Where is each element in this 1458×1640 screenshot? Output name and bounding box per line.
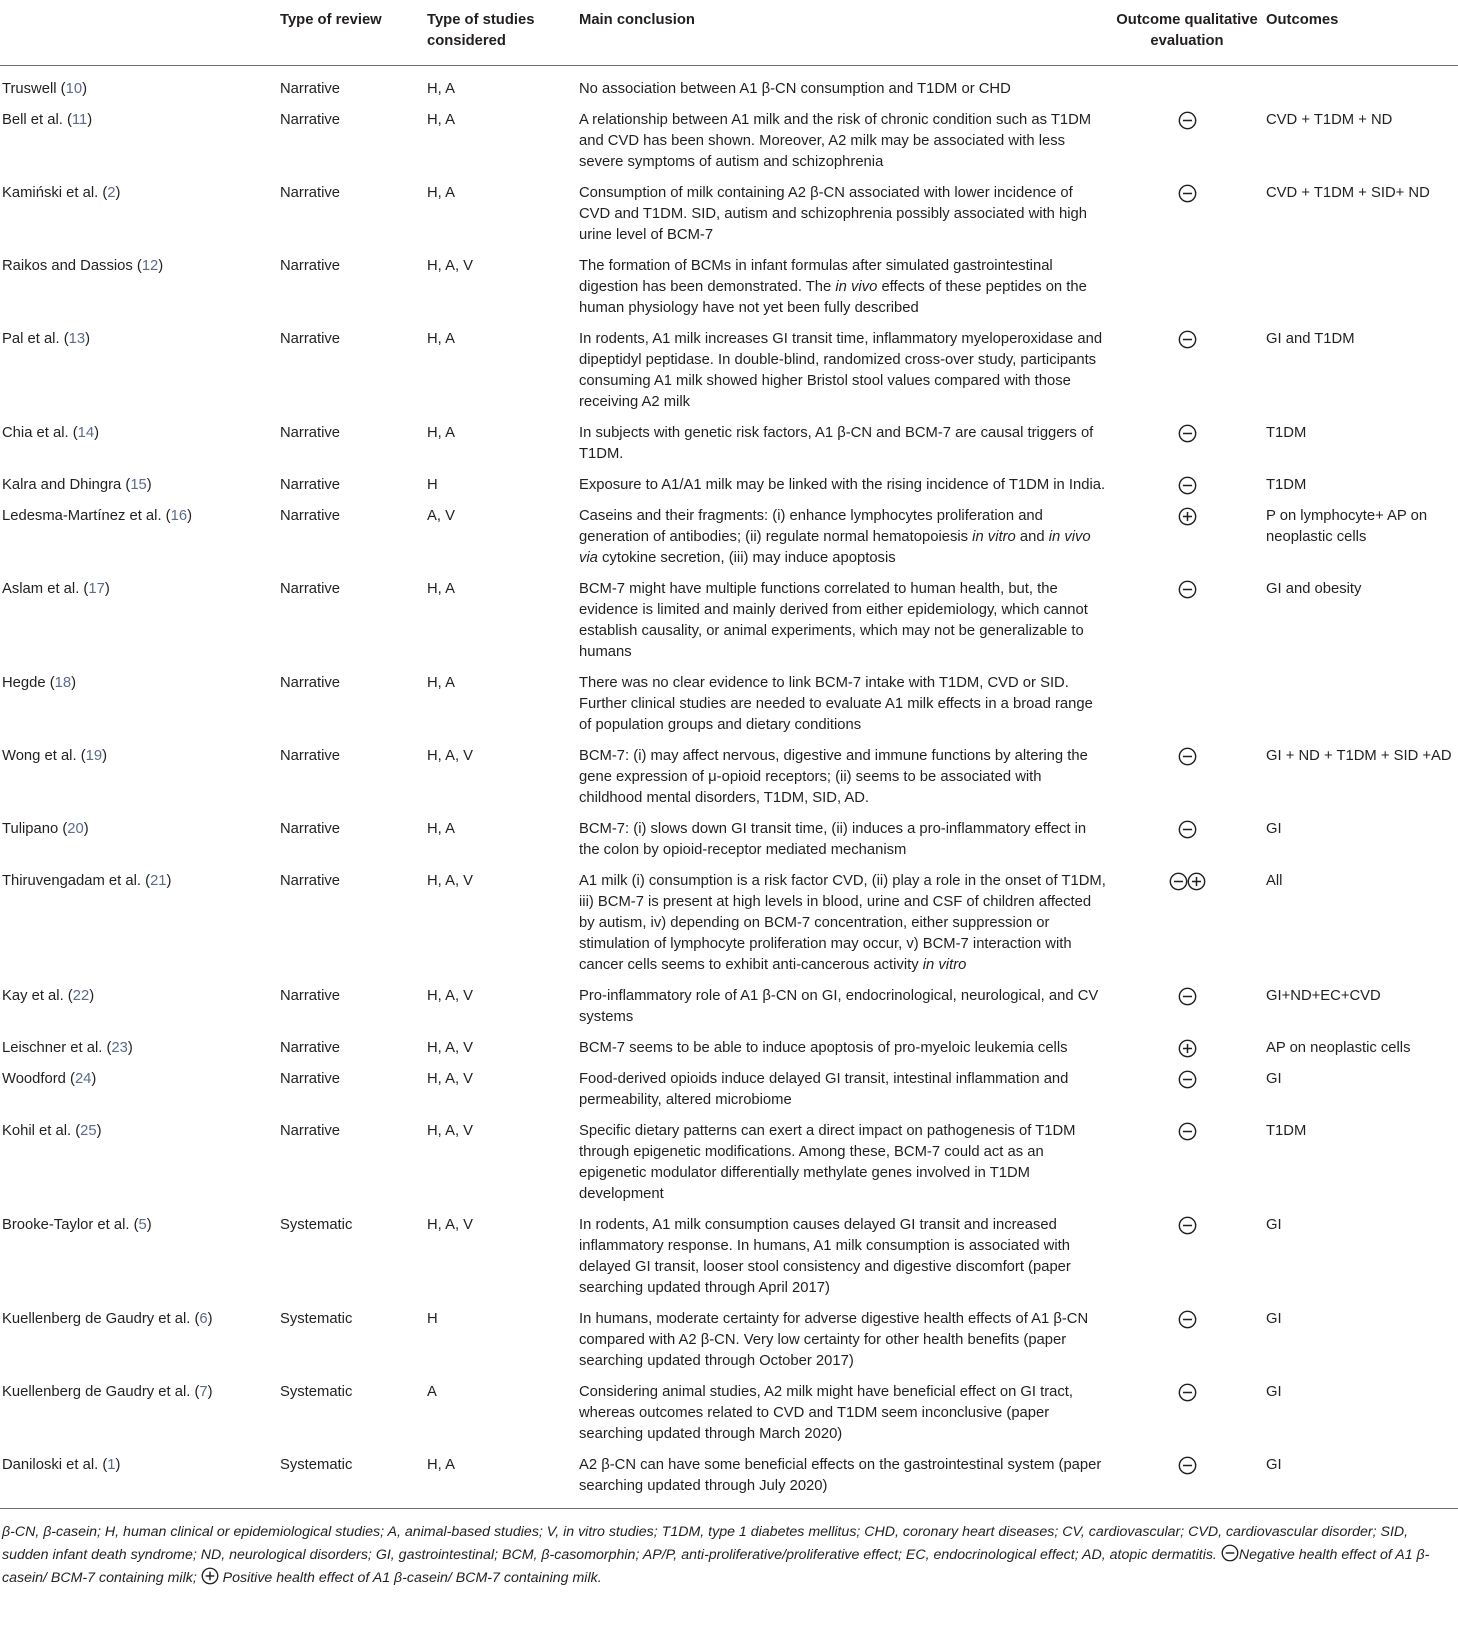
- conclusion-cell: No association between A1 β-CN consumption and T1DM or CHD: [579, 81, 1011, 97]
- table-row: [0, 741, 1458, 814]
- evaluation-cell: [1112, 1377, 1262, 1450]
- evaluation-cell: [1112, 1033, 1262, 1064]
- header-conclusion: Main conclusion: [575, 0, 1112, 66]
- evaluation-cell: [1112, 1450, 1262, 1509]
- evaluation-cell: [1112, 1210, 1262, 1304]
- minus-circle-icon: [1178, 747, 1197, 766]
- evaluation-cell: [1112, 470, 1262, 501]
- review-type-cell: Narrative: [280, 331, 341, 347]
- conclusion-cell: Food-derived opioids induce delayed GI transit, intestinal inflammation and permeability, altered microbiome: [579, 1071, 1069, 1108]
- conclusion-cell: In subjects with genetic risk factors, A1 β-CN and BCM-7 are causal triggers of T1DM.: [579, 425, 1094, 462]
- author-cell: Kamiński et al. (2): [2, 185, 121, 201]
- header-author: [0, 0, 276, 66]
- minus-circle-icon: [1178, 330, 1197, 349]
- review-type-cell: Narrative: [280, 1040, 341, 1056]
- author-cell: Leischner et al. (23): [2, 1040, 133, 1056]
- outcomes-cell: P on lymphocyte+ AP on neoplastic cells: [1266, 508, 1428, 545]
- minus-circle-icon: [1178, 1122, 1197, 1141]
- header-evaluation: Outcome qualitative evaluation: [1112, 0, 1262, 66]
- table-row: [0, 1304, 1458, 1377]
- author-name: Kuellenberg de Gaudry et al.: [2, 1384, 191, 1400]
- reference-link[interactable]: 23: [111, 1040, 128, 1056]
- header-row: [0, 0, 1458, 66]
- author-name: Thiruvengadam et al.: [2, 873, 142, 889]
- table-row: [0, 668, 1458, 741]
- conclusion-cell: Pro-inflammatory role of A1 β-CN on GI, endocrinological, neurological, and CV systems: [579, 988, 1099, 1025]
- studies-cell: H, A: [427, 581, 455, 597]
- studies-cell: H, A, V: [427, 1217, 474, 1233]
- studies-cell: H, A: [423, 1450, 575, 1509]
- review-type-cell: Narrative: [280, 581, 341, 597]
- outcomes-cell: GI: [1266, 1311, 1282, 1327]
- italic-term: in vivo: [835, 279, 878, 295]
- conclusion-cell: BCM-7 might have multiple functions correlated to human health, but, the evidence is limited and mainly derived from either epidemiology, which cannot establish causality, or animal experiments, which may not be generalizable to humans: [579, 581, 1088, 660]
- reference-link[interactable]: 19: [85, 748, 103, 764]
- author-name: Aslam et al.: [2, 581, 80, 597]
- table-row: [0, 418, 1458, 470]
- reference-link[interactable]: 17: [88, 581, 105, 597]
- author-name: Woodford: [2, 1071, 66, 1087]
- plus-circle-icon: [1178, 1039, 1197, 1058]
- author-cell: Thiruvengadam et al. (21): [2, 873, 172, 889]
- conclusion-cell: In humans, moderate certainty for adverse digestive health effects of A1 β-CN compared with A2 β-CN. Very low certainty for other health benefits (paper searching updated through October 2017): [579, 1311, 1089, 1369]
- outcomes-cell: T1DM: [1266, 477, 1307, 493]
- author-cell: Raikos and Dassios (12): [2, 258, 164, 274]
- table-body: [0, 66, 1458, 1509]
- reference-link[interactable]: 20: [67, 821, 84, 837]
- table-row: [0, 1033, 1458, 1064]
- table-row: [0, 1210, 1458, 1304]
- outcomes-cell: [1262, 251, 1458, 324]
- review-type-cell: Systematic: [280, 1311, 353, 1327]
- minus-circle-icon: [1169, 872, 1188, 891]
- outcomes-cell: GI+ND+EC+CVD: [1266, 988, 1381, 1004]
- review-type-cell: Narrative: [280, 508, 341, 524]
- author-name: Hegde: [2, 675, 46, 691]
- author-cell: Kuellenberg de Gaudry et al. (6): [2, 1311, 213, 1327]
- author-cell: Woodford (24): [2, 1071, 97, 1087]
- header-outcomes: Outcomes: [1262, 0, 1458, 66]
- evaluation-cell: [1112, 418, 1262, 470]
- table-footnote: [0, 1509, 1458, 1589]
- outcomes-cell: GI: [1266, 1384, 1282, 1400]
- minus-circle-icon: [1178, 111, 1197, 130]
- evaluation-cell: [1112, 814, 1262, 866]
- reference-link[interactable]: 22: [72, 988, 90, 1004]
- author-cell: Tulipano (20): [2, 821, 89, 837]
- outcomes-cell: GI and obesity: [1266, 581, 1362, 597]
- author-cell: Hegde (18): [2, 675, 77, 691]
- outcomes-cell: GI: [1262, 1450, 1458, 1509]
- conclusion-cell: BCM-7 seems to be able to induce apoptosis of pro-myeloic leukemia cells: [579, 1040, 1068, 1056]
- review-type-cell: Narrative: [280, 81, 341, 97]
- footnote-negative: Negative health effect of A1 β-casein/ BCM-7 containing milk;: [2, 1547, 1430, 1586]
- outcomes-cell: CVD + T1DM + ND: [1266, 112, 1393, 128]
- minus-circle-icon: [1178, 987, 1197, 1006]
- evaluation-cell: [1112, 981, 1262, 1033]
- conclusion-cell: Specific dietary patterns can exert a direct impact on pathogenesis of T1DM through epigenetic modifications. Among these, BCM-7 could act as an epigenetic modulator differentially methylate genes involved in T1DM development: [579, 1123, 1076, 1202]
- conclusion-cell: The formation of BCMs in infant formulas after simulated gastrointestinal digestion has been demonstrated. The in vivo effects of these peptides on the human physiology have not yet been fully described: [579, 258, 1087, 316]
- minus-circle-icon: [1178, 1456, 1197, 1475]
- author-cell: Pal et al. (13): [2, 331, 91, 347]
- review-type-cell: Narrative: [280, 1123, 341, 1139]
- author-name: Kuellenberg de Gaudry et al.: [2, 1311, 191, 1327]
- evaluation-cell: [1112, 1304, 1262, 1377]
- review-type-cell: Systematic: [276, 1450, 423, 1509]
- review-type-cell: Narrative: [280, 477, 341, 493]
- conclusion-cell: BCM-7: (i) slows down GI transit time, (ii) induces a pro-inflammatory effect in the colon by opioid-receptor mediated mechanism: [579, 821, 1087, 858]
- evaluation-cell: [1112, 324, 1262, 418]
- review-type-cell: Narrative: [280, 873, 341, 889]
- conclusion-cell: Caseins and their fragments: (i) enhance lymphocytes proliferation and generation of antibodies; (ii) regulate normal hematopoiesis in vitro and in vivo via cytokine secretion, (iii) may induce apoptosis: [579, 508, 1091, 566]
- reference-link[interactable]: 13: [68, 331, 86, 347]
- studies-cell: H: [427, 1311, 438, 1327]
- evaluation-cell: [1112, 574, 1262, 668]
- studies-cell: H, A, V: [427, 748, 474, 764]
- minus-circle-icon: [1178, 1383, 1197, 1402]
- author-cell: Ledesma-Martínez et al. (16): [2, 508, 193, 524]
- reference-link[interactable]: 2: [107, 185, 116, 201]
- table-row: [0, 814, 1458, 866]
- review-type-cell: Narrative: [280, 185, 341, 201]
- author-name: Wong et al.: [2, 748, 77, 764]
- table-row: [0, 1116, 1458, 1210]
- reference-link[interactable]: 18: [54, 675, 72, 691]
- evaluation-cell: [1112, 178, 1262, 251]
- table-row: [0, 324, 1458, 418]
- conclusion-cell: A1 milk (i) consumption is a risk factor CVD, (ii) play a role in the onset of T1DM, iii) BCM-7 is present at high levels in blood, urine and CSF of children affected by autism, iv) depending on BCM-7 concentration, either suppression or stimulation of lymphocyte proliferation may occur, v) BCM-7 interaction with cancer cells seems to exhibit anti-cancerous activity in vitro: [579, 873, 1106, 973]
- minus-circle-icon: [1178, 424, 1197, 443]
- table-row: [0, 866, 1458, 981]
- header-review-type: Type of review: [276, 0, 423, 66]
- minus-circle-icon: [1178, 1310, 1197, 1329]
- conclusion-cell: BCM-7: (i) may affect nervous, digestive and immune functions by altering the gene expression of μ-opioid receptors; (ii) seems to be associated with childhood mental disorders, T1DM, SID, AD.: [579, 748, 1088, 806]
- author-cell: Aslam et al. (17): [2, 581, 110, 597]
- outcomes-cell: T1DM: [1266, 425, 1307, 441]
- reference-link[interactable]: 25: [80, 1123, 97, 1139]
- studies-cell: H, A, V: [427, 873, 474, 889]
- conclusion-cell: A2 β-CN can have some beneficial effects on the gastrointestinal system (paper searching updated through July 2020): [575, 1450, 1112, 1509]
- author-name: Brooke-Taylor et al.: [2, 1217, 130, 1233]
- footnote-positive: Positive health effect of A1 β-casein/ BCM-7 containing milk.: [218, 1570, 602, 1586]
- studies-cell: H, A: [427, 331, 455, 347]
- minus-circle-icon: [1221, 1544, 1239, 1562]
- table-row: [0, 501, 1458, 574]
- evaluation-cell: [1112, 1116, 1262, 1210]
- reference-link[interactable]: 10: [65, 81, 83, 97]
- evaluation-cell: [1112, 668, 1262, 741]
- table-header: [0, 0, 1458, 66]
- outcomes-cell: AP on neoplastic cells: [1266, 1040, 1411, 1056]
- review-type-cell: Narrative: [280, 425, 341, 441]
- minus-circle-icon: [1178, 820, 1197, 839]
- author-name: Daniloski et al.: [2, 1457, 99, 1473]
- review-type-cell: Systematic: [280, 1217, 353, 1233]
- studies-cell: H, A: [427, 112, 455, 128]
- author-name: Pal et al.: [2, 331, 60, 347]
- author-name: Kay et al.: [2, 988, 64, 1004]
- evaluation-cell: [1112, 105, 1262, 178]
- author-name: Ledesma-Martínez et al.: [2, 508, 162, 524]
- author-name: Kohil et al.: [2, 1123, 72, 1139]
- reference-link[interactable]: 5: [138, 1217, 147, 1233]
- studies-cell: H: [427, 477, 438, 493]
- studies-cell: H, A: [427, 675, 455, 691]
- author-name: Raikos and Dassios: [2, 258, 133, 274]
- studies-cell: A: [427, 1384, 437, 1400]
- author-name: Bell et al.: [2, 112, 63, 128]
- plus-circle-icon: [1178, 507, 1197, 526]
- table-row: [0, 1450, 1458, 1509]
- outcomes-cell: GI: [1266, 1071, 1282, 1087]
- footnote-abbreviations: β-CN, β-casein; H, human clinical or epidemiological studies; A, animal-based studies; V, in vitro studies; T1DM, type 1 diabetes mellitus; CHD, coronary heart diseases; CV, cardiovascular; CVD, cardiovascular disorder; SID, sudden infant death syndrome; ND, neurological disorders; GI, gastrointestinal; BCM, β-casomorphin; AP/P, anti-proliferative/proliferative effect; EC, endocrinological effect; AD, atopic dermatitis.: [2, 1524, 1409, 1563]
- studies-cell: H, A, V: [427, 988, 474, 1004]
- minus-circle-icon: [1178, 1070, 1197, 1089]
- evaluation-cell: [1112, 1064, 1262, 1116]
- conclusion-cell: Considering animal studies, A2 milk might have beneficial effect on GI tract, whereas outcomes related to CVD and T1DM seem inconclusive (paper searching updated through March 2020): [579, 1384, 1074, 1442]
- studies-cell: H, A, V: [427, 1040, 474, 1056]
- reference-link[interactable]: 7: [199, 1384, 208, 1400]
- author-cell: Chia et al. (14): [2, 425, 100, 441]
- reference-link[interactable]: 24: [74, 1071, 92, 1087]
- italic-term: in vitro: [922, 957, 967, 973]
- studies-cell: H, A, V: [427, 258, 474, 274]
- conclusion-cell: In rodents, A1 milk increases GI transit time, inflammatory myeloperoxidase and dipeptidyl peptidase. In double-blind, randomized cross-over study, participants consuming A1 milk showed higher Bristol stool values compared with those receiving A2 milk: [579, 331, 1103, 410]
- table-row: [0, 574, 1458, 668]
- reference-link[interactable]: 16: [170, 508, 188, 524]
- outcomes-cell: GI: [1266, 1217, 1282, 1233]
- evaluation-cell: [1112, 741, 1262, 814]
- author-name: Kalra and Dhingra: [2, 477, 122, 493]
- evaluation-cell: [1112, 66, 1262, 106]
- minus-circle-icon: [1178, 476, 1197, 495]
- conclusion-cell: In rodents, A1 milk consumption causes delayed GI transit and increased inflammatory response. In humans, A1 milk consumption is associated with delayed GI transit, looser stool consistency and digestive discomfort (paper searching updated through April 2017): [579, 1217, 1071, 1296]
- review-type-cell: Narrative: [280, 748, 341, 764]
- review-type-cell: Narrative: [280, 258, 341, 274]
- author-name: Kamiński et al.: [2, 185, 99, 201]
- evaluation-cell: [1112, 866, 1262, 981]
- reference-link[interactable]: 14: [77, 425, 95, 441]
- author-cell: Kay et al. (22): [2, 988, 95, 1004]
- reference-link[interactable]: 21: [150, 873, 167, 889]
- table-row: [0, 1064, 1458, 1116]
- studies-cell: H, A: [427, 81, 455, 97]
- author-cell: Kalra and Dhingra (15): [2, 477, 152, 493]
- studies-cell: A, V: [427, 508, 455, 524]
- evaluation-cell: [1112, 251, 1262, 324]
- reference-link[interactable]: 15: [130, 477, 147, 493]
- author-cell: Wong et al. (19): [2, 748, 108, 764]
- italic-term: in vivo via: [579, 529, 1091, 566]
- studies-cell: H, A, V: [427, 1071, 474, 1087]
- table-row: [0, 1377, 1458, 1450]
- author-cell: Truswell (10): [2, 81, 87, 97]
- studies-cell: H, A: [427, 821, 455, 837]
- outcomes-cell: All: [1266, 873, 1283, 889]
- table-row: [0, 105, 1458, 178]
- conclusion-cell: Consumption of milk containing A2 β-CN associated with lower incidence of CVD and T1DM. SID, autism and schizophrenia possibly associated with high urine level of BCM-7: [579, 185, 1087, 243]
- table-row: [0, 178, 1458, 251]
- outcomes-cell: CVD + T1DM + SID+ ND: [1266, 185, 1430, 201]
- minus-circle-icon: [1178, 580, 1197, 599]
- conclusion-cell: Exposure to A1/A1 milk may be linked with the rising incidence of T1DM in India.: [579, 477, 1106, 493]
- conclusion-cell: There was no clear evidence to link BCM-7 intake with T1DM, CVD or SID. Further clinical studies are needed to evaluate A1 milk effects in a broad range of population groups and dietary conditions: [579, 675, 1093, 733]
- header-studies: Type of studies considered: [423, 0, 575, 66]
- author-name: Leischner et al.: [2, 1040, 103, 1056]
- outcomes-cell: [1262, 668, 1458, 741]
- minus-circle-icon: [1178, 184, 1197, 203]
- review-type-cell: Narrative: [280, 1071, 341, 1087]
- author-cell: Kohil et al. (25): [2, 1123, 102, 1139]
- reference-link[interactable]: 6: [199, 1311, 208, 1327]
- reference-link[interactable]: 11: [71, 112, 88, 128]
- table-row: [0, 981, 1458, 1033]
- outcomes-cell: GI: [1266, 821, 1282, 837]
- review-type-cell: Narrative: [280, 988, 341, 1004]
- evaluation-cell: [1112, 501, 1262, 574]
- minus-circle-icon: [1178, 1216, 1197, 1235]
- review-type-cell: Systematic: [280, 1384, 353, 1400]
- review-type-cell: Narrative: [280, 675, 341, 691]
- outcomes-cell: T1DM: [1266, 1123, 1307, 1139]
- author-name: Truswell: [2, 81, 57, 97]
- studies-cell: H, A: [427, 425, 455, 441]
- review-type-cell: Narrative: [280, 821, 341, 837]
- author-name: Chia et al.: [2, 425, 69, 441]
- plus-circle-icon: [1187, 872, 1206, 891]
- table-row: [0, 251, 1458, 324]
- author-name: Tulipano: [2, 821, 59, 837]
- studies-cell: H, A: [427, 185, 455, 201]
- author-cell: Bell et al. (11): [2, 112, 93, 128]
- studies-cell: H, A, V: [427, 1123, 474, 1139]
- table-row: [0, 470, 1458, 501]
- outcomes-cell: [1262, 66, 1458, 106]
- italic-term: in vitro: [972, 529, 1016, 545]
- outcomes-cell: GI and T1DM: [1266, 331, 1355, 347]
- reference-link[interactable]: 1: [107, 1457, 116, 1473]
- table-row: [0, 66, 1458, 106]
- author-cell: Kuellenberg de Gaudry et al. (7): [2, 1384, 213, 1400]
- author-cell: Brooke-Taylor et al. (5): [2, 1217, 152, 1233]
- review-type-cell: Narrative: [280, 112, 341, 128]
- conclusion-cell: A relationship between A1 milk and the risk of chronic condition such as T1DM and CVD has been shown. Moreover, A2 milk may be associated with less severe symptoms of autism and schizophrenia: [579, 112, 1092, 170]
- reference-link[interactable]: 12: [141, 258, 159, 274]
- author-cell: Daniloski et al. (1): [0, 1450, 276, 1509]
- plus-circle-icon: [201, 1567, 219, 1585]
- outcomes-cell: GI + ND + T1DM + SID +AD: [1266, 748, 1452, 764]
